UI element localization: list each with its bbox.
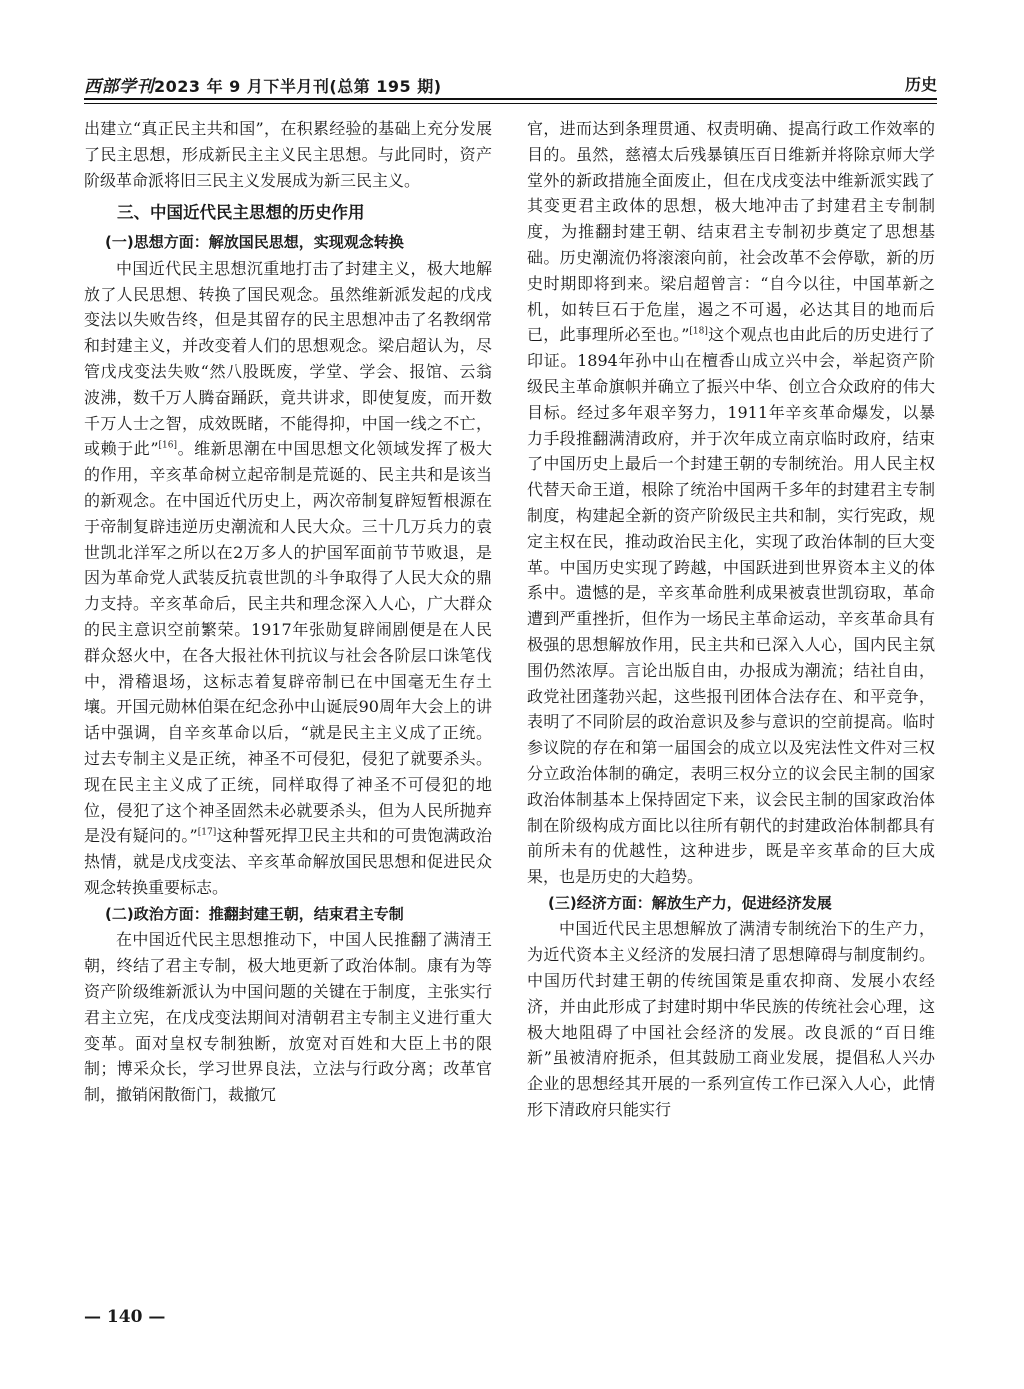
paragraph-text: 这个观点也由此后的历史进行了印证。1894年孙中山在檀香山成立兴中会，举起资产阶级民主革命旗帜并确立了振兴中华、创立合众政府的伟大目标。经过多年艰辛努力，1911年辛亥革命爆发，以暴力手段推翻满清政府，并于次年成立南京临时政府，结束了中国历史上最后一个封建王朝的专制统治。用人民主权代替天命王道，根除了统治中国两千多年的封建君主专制制度，构建起全新的资产阶级民主共和制，实行宪政，规定主权在民，推动政治民主化，实现了政治体制的巨大变革。中国历史实现了跨越，中国跃进到世界资本主义的体系中。遗憾的是，辛亥革命胜利成果被袁世凯窃取，革命遭到严重挫折，但作为一场民主革命运动，辛亥革命具有极强的思想解放作用，民主共和已深入人心，国内民主氛围仍然浓厚。言论出版自由，办报成为潮流；结社自由，政党社团蓬勃兴起，这些报刊团体合法存在、和平竞争，表明了不同阶层的政治意识及参与意识的空前提高。临时参议院的存在和第一届国会的成立以及宪法性文件对三权分立政治体制的确定，表明三权分立的议会民主制的国家政治体制基本上保持固定下来，议会民主制的国家政治体制在阶级构成方面比以往所有朝代的封建政治体制都具有前所未有的优越性，这种进步，既是辛亥革命的巨大成果，也是历史的大趋势。	[527, 325, 935, 887]
citation-ref: [16]	[158, 441, 177, 452]
paragraph: 中国近代民主思想解放了满清专制统治下的生产力，为近代资本主义经济的发展扫清了思想障碍与制度制约。中国历代封建王朝的传统国策是重农抑商、发展小农经济，并由此形成了封建时期中华民族的传统社会心理，这极大地阻碍了中国社会经济的发展。改良派的“百日维新”虽被清府扼杀，但其鼓励工商业发展，提倡私人兴办企业的思想经其开展的一系列宣传工作已深入人心，此情形下清政府只能实行	[527, 919, 935, 1119]
subsection-heading: (一)思想方面：解放国民思想，实现观念转换	[105, 233, 404, 252]
subsection-heading: (三)经济方面：解放生产力，促进经济发展	[548, 893, 832, 912]
paragraph-text: 官，进而达到条理贯通、权责明确、提高行政工作效率的目的。虽然，慈禧太后残暴镇压百日维新并将除京师大学堂外的新政措施全面废止，但在戊戌变法中维新派实践了其变更君主政体的思想，极大地冲击了封建君主专制制度，为推翻封建王朝、结束君主专制初步奠定了思想基础。历史潮流仍将滚滚向前，社会改革不会停歇，新的历史时期即将到来。梁启超曾言：“自今以往，中国革新之机，如转巨石于危崖，遏之不可遏，必达其目的地而后已，此事理所必至也。”	[527, 119, 935, 345]
page-header	[84, 70, 937, 100]
section-label: 历史	[904, 75, 937, 94]
subsection-heading: (二)政治方面：推翻封建王朝，结束君主专制	[105, 904, 404, 923]
left-column	[84, 116, 492, 1108]
journal-issue: 2023 年 9 月下半月刊(总第 195 期)	[154, 77, 442, 96]
right-column	[527, 116, 935, 1123]
paragraph-text: 中国近代民主思想沉重地打击了封建主义，极大地解放了人民思想、转换了国民观念。虽然维新派发起的戊戌变法以失败告终，但是其留存的民主思想冲击了名教纲常和封建主义，并改变着人们的思想观念。梁启超认为，尽管戊戌变法失败“然八股既废，学堂、学会、报馆、云翁波沸，数千万人腾奋踊跃，竟共讲求，即使复废，而开数千万人士之智，成效既睹，不能得抑，中国一线之不亡，或赖于此”	[84, 258, 492, 459]
citation-ref: [17]	[197, 828, 217, 839]
paragraph: 在中国近代民主思想推动下，中国人民推翻了满清王朝，终结了君主专制，极大地更新了政治体制。康有为等资产阶级维新派认为中国问题的关键在于制度，主张实行君主立宪，在戊戌变法期间对清朝君主专制主义进行重大变革。面对皇权专制独断，放宽对百姓和大臣上书的限制；博采众长，学习世界良法，立法与行政分离；改革官制，撤销闲散衙门，裁撤冗	[84, 930, 492, 1105]
paragraph: 出建立“真正民主共和国”，在积累经验的基础上充分发展了民主思想，形成新民主主义民主思想。与此同时，资产阶级革命派将旧三民主义发展成为新三民主义。	[84, 119, 492, 190]
page-number: — 140 —	[84, 1307, 166, 1327]
section-heading: 三、中国近代民主思想的历史作用	[117, 203, 365, 223]
paragraph	[527, 116, 935, 890]
citation-ref: [18]	[689, 327, 708, 338]
journal-logo: 西部学刊	[84, 77, 154, 97]
header-rule-thick	[84, 98, 937, 100]
journal-title	[84, 72, 442, 97]
paragraph	[84, 256, 492, 901]
paragraph-text: 这种誓死捍卫民主共和的可贵饱满政治热情，就是戊戌变法、辛亥革命解放国民思想和促进民众观念转换重要标志。	[84, 826, 492, 898]
paragraph-text: 。维新思潮在中国思想文化领域发挥了极大的作用，辛亥革命树立起帝制是荒诞的、民主共和是该当的新观念。在中国近代历史上，两次帝制复辟短暂根源在于帝制复辟违逆历史潮流和人民大众。三十几万兵力的袁世凯北洋军之所以在2万多人的护国军面前节节败退，是因为革命党人武装反抗袁世凯的斗争取得了人民大众的鼎力支持。辛亥革命后，民主共和理念深入人心，广大群众的民主意识空前繁荣。1917年张勋复辟闹剧便是在人民群众怒火中，在各大报社休刊抗议与社会各阶层口诛笔伐中，滑稽退场，这标志着复辟帝制已在中国毫无生存土壤。开国元勋林伯渠在纪念孙中山诞辰90周年大会上的讲话中强调，自辛亥革命以后，“就是民主主义成了正统。过去专制主义是正统，神圣不可侵犯，侵犯了就要杀头。现在民主主义成了正统，同样取得了神圣不可侵犯的地位，侵犯了这个神圣固然未必就要杀头，但为人民所抛弃是没有疑问的。”	[84, 439, 492, 846]
header-rule-thin	[84, 103, 937, 104]
